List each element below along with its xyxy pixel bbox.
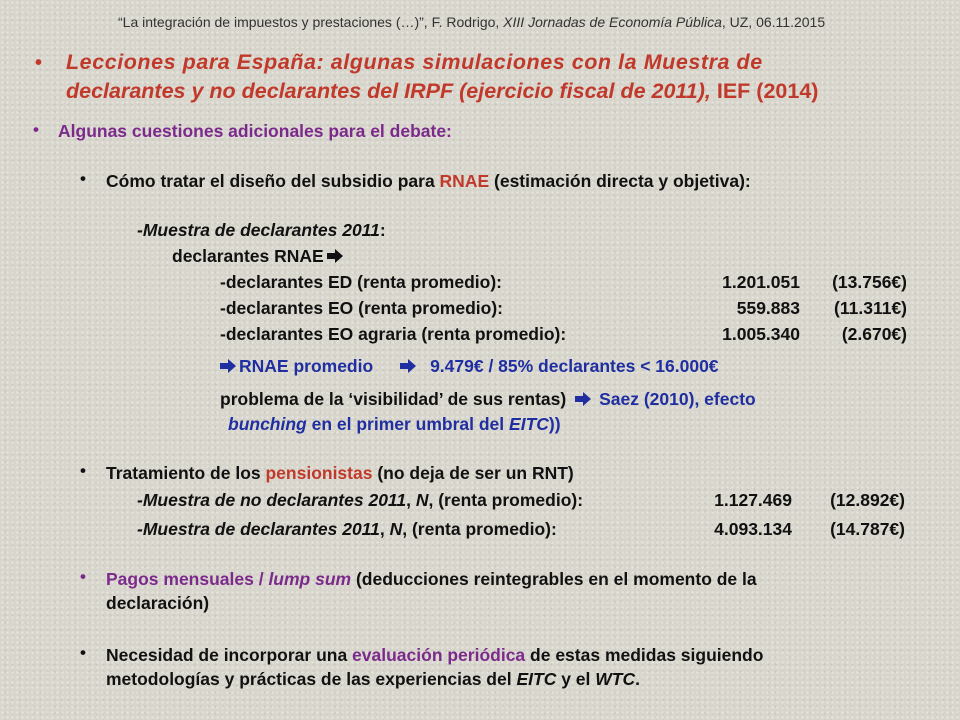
row-ed-label: -declarantes ED (renta promedio): <box>220 272 502 292</box>
item3-bullet: • <box>80 567 86 586</box>
item2-bullet: • <box>80 461 86 480</box>
title-bullet: • <box>35 52 43 74</box>
bunching-rest: en el primer umbral del <box>306 414 510 434</box>
row-ed-value: 1.201.051 <box>722 272 800 292</box>
bunching-line <box>228 414 561 435</box>
title-line2 <box>66 79 818 104</box>
item2-post: (no deja de ser un RNT) <box>372 463 574 483</box>
item2-pre: Tratamiento de los <box>106 463 266 483</box>
rnae-promedio-label: RNAE promedio <box>239 356 374 376</box>
title-line2-text: declarantes y no declarantes del IRPF (ejercicio fiscal de 2011), <box>66 79 711 103</box>
item2-row1-eur: (12.892€) <box>830 490 905 510</box>
saez-text: Saez (2010), efecto <box>599 389 756 409</box>
row-eo-value: 559.883 <box>736 298 800 318</box>
row-eo-label: -declarantes EO (renta promedio): <box>220 298 503 318</box>
eitc-word: EITC <box>509 414 549 434</box>
rnae-promedio-line <box>220 356 719 377</box>
problema-text: problema de la ‘visibilidad’ de sus rentas) <box>220 389 567 409</box>
section-heading: Algunas cuestiones adicionales para el debate: <box>58 121 452 141</box>
item2-row2: -Muestra de declarantes 2011, N, (renta promedio): 4.093.134 (14.787€) <box>137 519 905 539</box>
item4-pre: Necesidad de incorporar una <box>106 645 353 665</box>
section-bullet: • <box>33 120 39 139</box>
right-arrow-icon <box>327 249 343 263</box>
item4-dot: . <box>635 669 640 689</box>
row-ed <box>220 272 920 294</box>
muestra-declarantes <box>137 220 386 241</box>
item4-line1 <box>106 645 763 666</box>
title-source: IEF (2014) <box>710 79 819 103</box>
item2-row2-value: 4.093.134 <box>714 519 792 539</box>
item3-lump: lump sum <box>268 569 352 589</box>
item2-row1: -Muestra de no declarantes 2011, N, (renta promedio): 1.127.469 (12.892€) <box>137 490 905 510</box>
item3-line1 <box>106 569 757 590</box>
item1-rnae: RNAE <box>439 171 490 191</box>
right-arrow-icon <box>575 392 591 406</box>
declarantes-rnae <box>172 246 346 267</box>
row-eo-agraria-eur: (2.670€) <box>841 324 907 344</box>
item1-text <box>106 171 751 192</box>
item4-eitc: EITC <box>516 669 557 689</box>
item2-row1-label: -Muestra de no declarantes 2011 <box>137 490 407 510</box>
item4-line2 <box>106 669 640 690</box>
item4-and: y el <box>556 669 596 689</box>
item3-post: (deducciones reintegrables en el momento de la <box>351 569 757 589</box>
item2-text <box>106 463 574 484</box>
row-eo-eur: (11.311€) <box>834 298 907 318</box>
muestra-colon: : <box>379 220 386 240</box>
header-tail: , UZ, 06.11.2015 <box>721 14 826 30</box>
item2-row1-n: N <box>415 490 429 510</box>
right-arrow-icon <box>400 359 416 373</box>
item1-post: (estimación directa y objetiva): <box>489 171 751 191</box>
item2-row1-value: 1.127.469 <box>714 490 792 510</box>
row-eo-agraria-label: -declarantes EO agraria (renta promedio): <box>220 324 567 344</box>
header-quote: “La integración de impuestos y prestaciones (…)”, F. Rodrigo, <box>118 14 504 30</box>
row-eo <box>220 298 920 320</box>
item2-row2-n: N <box>389 519 403 539</box>
right-arrow-icon <box>220 359 236 373</box>
item4-wtc: WTC <box>595 669 636 689</box>
item1-pre: Cómo tratar el diseño del subsidio para <box>106 171 440 191</box>
header-citation <box>118 14 825 30</box>
bunching-close: )) <box>548 414 561 434</box>
title-line1: Lecciones para España: algunas simulaciones con la Muestra de <box>66 50 763 74</box>
declarantes-rnae-label: declarantes RNAE <box>172 246 324 266</box>
rnae-result: 9.479€ / 85% declarantes < 16.000€ <box>430 356 719 376</box>
item4-eval: evaluación periódica <box>352 645 526 665</box>
header-conference: XIII Jornadas de Economía Pública <box>503 14 722 30</box>
row-ed-eur: (13.756€) <box>832 272 907 292</box>
item2-row2-rest: , (renta promedio): <box>402 519 557 539</box>
item4-post: de estas medidas siguiendo <box>525 645 764 665</box>
item2-row2-label: -Muestra de declarantes 2011 <box>137 519 380 539</box>
row-eo-agraria <box>220 324 920 346</box>
item2-row2-eur: (14.787€) <box>830 519 905 539</box>
item3-line2: declaración) <box>106 593 210 613</box>
bunching-word: bunching <box>228 414 307 434</box>
item1-bullet: • <box>80 169 86 188</box>
row-eo-agraria-value: 1.005.340 <box>722 324 800 344</box>
problema-line <box>220 389 756 410</box>
muestra-label: -Muestra de declarantes 2011 <box>137 220 380 240</box>
item3-pagos: Pagos mensuales / <box>106 569 269 589</box>
item4-bullet: • <box>80 643 86 662</box>
item2-row1-rest: , (renta promedio): <box>428 490 584 510</box>
item2-pensionistas: pensionistas <box>265 463 373 483</box>
item4-line2-pre: metodologías y prácticas de las experiencias del <box>106 669 517 689</box>
